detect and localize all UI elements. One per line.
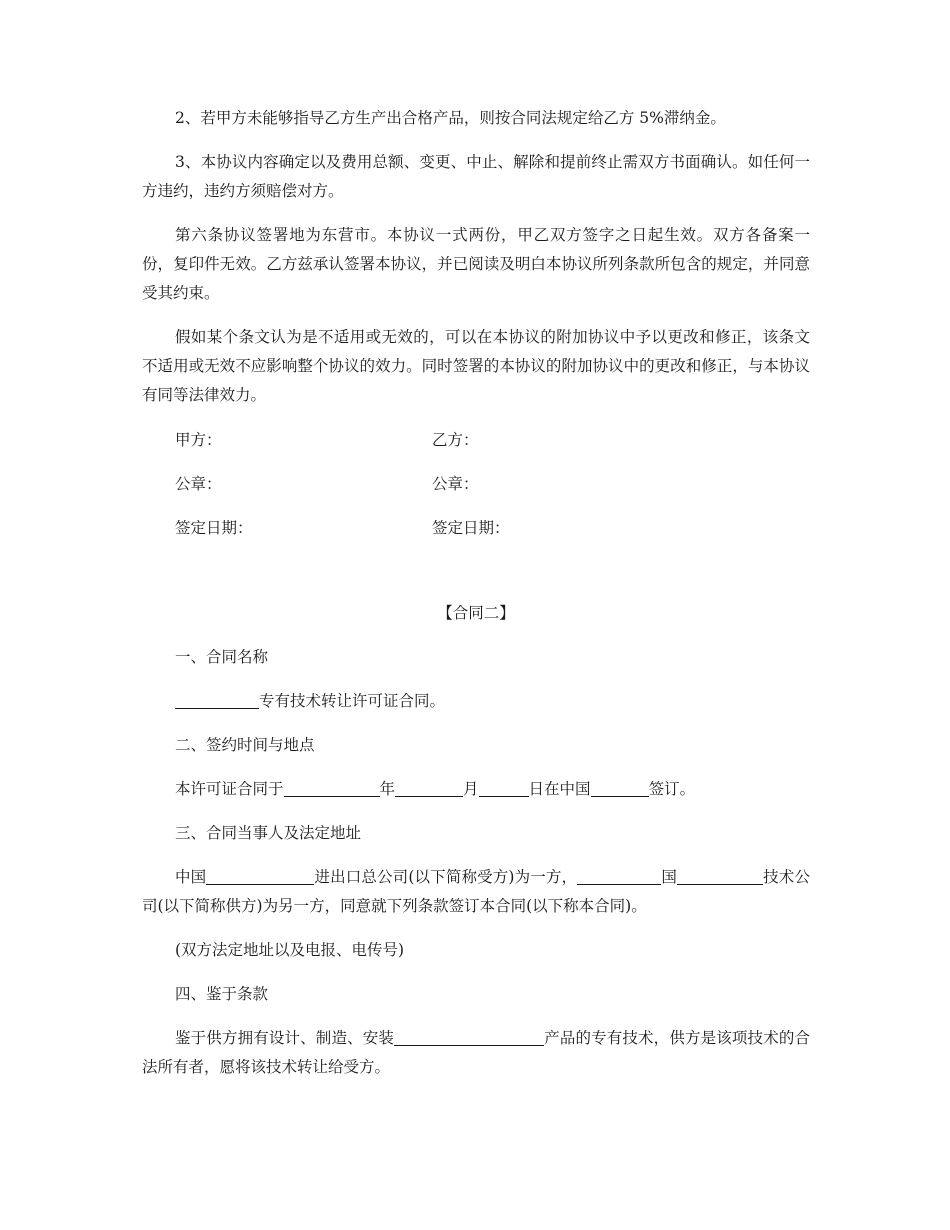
party-b-label: 乙方： xyxy=(432,431,479,449)
section-2-text xyxy=(142,775,810,804)
section-1-heading: 一、合同名称 xyxy=(175,648,269,666)
contract-2-title: 【合同二】 xyxy=(437,604,515,622)
blank-place xyxy=(591,778,649,797)
seal-b-label: 公章： xyxy=(432,475,479,493)
section-4-heading: 四、鉴于条款 xyxy=(175,985,269,1003)
blank-company xyxy=(206,866,314,885)
blank-country xyxy=(577,866,661,885)
blank-field xyxy=(175,690,259,709)
whereas-suffix: 产品的专有技术，供方是该项技术的合法所有者，愿将该技术转让给受方。 xyxy=(142,1029,810,1076)
blank-day xyxy=(479,778,529,797)
month-label: 月 xyxy=(463,780,479,798)
blank-product xyxy=(394,1027,544,1046)
invalid-clause-paragraph: 假如某个条文认为是不适用或无效的，可以在本协议的附加协议中予以更改和修正，该条文不适用或无效不应影响整个协议的效力。同时签署的本协议的附加协议中的更改和修正，与本协议有同等法律效力。 xyxy=(142,328,810,404)
whereas-prefix: 鉴于供方拥有设计、制造、安装 xyxy=(175,1029,395,1047)
licensee-text: 进出口总公司(以下简称受方)为一方， xyxy=(314,868,578,886)
section-3-text xyxy=(142,863,810,921)
china-label: 中国 xyxy=(175,868,207,886)
signing-suffix: 签订。 xyxy=(648,780,696,798)
year-label: 年 xyxy=(379,780,396,798)
blank-month xyxy=(395,778,463,797)
party-a-label: 甲方： xyxy=(175,431,222,449)
signature-row-party xyxy=(142,426,810,455)
clause-3: 3、本协议内容确定以及费用总额、变更、中止、解除和提前终止需双方书面确认。如任何一方违约，违约方须赔偿对方。 xyxy=(142,153,810,200)
section-1-text xyxy=(142,687,810,716)
section-4-text xyxy=(142,1024,810,1082)
section-3-heading: 三、合同当事人及法定地址 xyxy=(175,824,362,842)
day-label: 日在中国 xyxy=(528,780,591,798)
blank-year xyxy=(284,778,380,797)
clause-2: 2、若甲方未能够指导乙方生产出合格产品，则按合同法规定给乙方 5%滞纳金。 xyxy=(175,109,726,127)
date-b-label: 签定日期： xyxy=(432,519,510,537)
signature-row-seal xyxy=(142,470,810,499)
seal-a-label: 公章： xyxy=(175,475,222,493)
signing-prefix: 本许可证合同于 xyxy=(175,780,284,798)
date-a-label: 签定日期： xyxy=(175,519,253,537)
signature-row-date xyxy=(142,514,810,543)
contract-name-text: 专有技术转让许可证合同。 xyxy=(259,692,446,710)
blank-licensor xyxy=(677,866,763,885)
section-3-note: (双方法定地址以及电报、电传号) xyxy=(175,941,405,959)
licensor-text: 技术公司(以下简称供方)为另一方，同意就下列条款签订本合同(以下称本合同)。 xyxy=(142,868,810,915)
section-2-heading: 二、签约时间与地点 xyxy=(175,736,315,754)
article-6: 第六条协议签署地为东营市。本协议一式两份，甲乙双方签字之日起生效。双方各备案一份，复印件无效。乙方兹承认签署本协议，并已阅读及明白本协议所列条款所包含的规定，并同意受其约束。 xyxy=(142,226,810,302)
country-label: 国 xyxy=(661,868,677,886)
document-page xyxy=(142,104,810,1082)
